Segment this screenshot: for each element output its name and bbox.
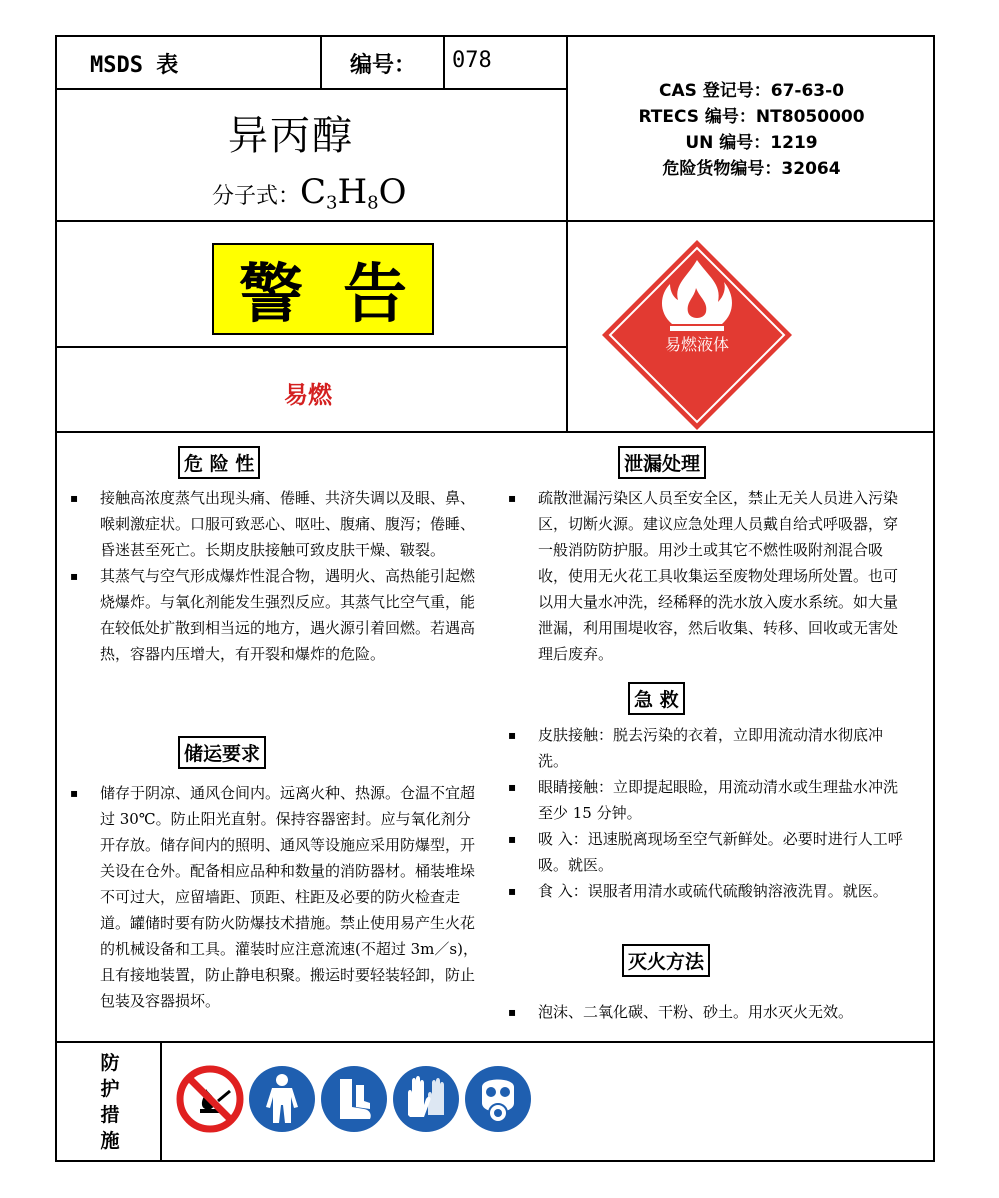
- warning-label: 警告: [239, 257, 447, 332]
- formula-element: H: [337, 172, 368, 212]
- list-item: ▪ 疏散泄漏污染区人员至安全区，禁止无关人员进入污染区，切断火源。建议应急处理人员戴自给式呼吸器，穿一般消防防护服。用沙土或其它不燃性吸附剂混合吸收，使用无火花工具收集运至废物处理场所处置。也可以用大量水冲洗，经稀释的洗水放入废水系统。如大量泄漏，利用围堤收容，然后收集、转移、回收或无害处理后废弃。: [508, 485, 910, 667]
- dangerous-goods-number: 危险货物编号：32064: [662, 159, 841, 179]
- warning-box: [212, 243, 447, 335]
- list-item: ▪ 接触高浓度蒸气出现头痛、倦睡、共济失调以及眼、鼻、喉刺激症状。口服可致恶心、呕吐、腹痛、腹泻；倦睡、昏迷甚至死亡。长期皮肤接触可致皮肤干燥、皲裂。: [70, 485, 480, 563]
- section-title-first-aid: 急 救: [628, 682, 685, 715]
- number-value: 078: [452, 48, 492, 73]
- storage-list: [70, 780, 480, 1014]
- molecular-formula: [212, 172, 406, 213]
- list-item: ▪ 储存于阴凉、通风仓间内。远离火种、热源。仓温不宜超过 30℃。防止阳光直射。保持容器密封。应与氧化剂分开存放。储存间内的照明、通风等设施应采用防爆型，开关设在仓外。配备相应品种和数量的消防器材。桶装堆垛不可过大，应留墙距、顶距、柱距及必要的防火检查走道。罐储时要有防火防爆技术措施。禁止使用易产生火花的机械设备和工具。灌装时应注意流速(不超过 3m／s)，且有接地装置，防止静电积聚。搬运时要轻装轻卸，防止包装及容器损坏。: [70, 780, 480, 1014]
- section-title-storage: 储运要求: [178, 736, 266, 769]
- formula-subscript: 8: [367, 192, 379, 214]
- no-open-flame-icon: [176, 1065, 244, 1133]
- divider: [320, 35, 322, 89]
- list-item: ▪ 眼睛接触：立即提起眼睑，用流动清水或生理盐水冲洗至少 15 分钟。: [508, 774, 910, 826]
- section-title-fire: 灭火方法: [622, 944, 710, 977]
- protective-suit-icon: [248, 1065, 316, 1133]
- formula-label: 分子式：: [212, 184, 301, 209]
- leak-list: [508, 485, 910, 667]
- first-aid-list: [508, 722, 910, 904]
- fire-list: [508, 999, 910, 1025]
- list-item: ▪ 食 入：误服者用清水或硫代硫酸钠溶液洗胃。就医。: [508, 878, 910, 904]
- divider: [443, 35, 445, 89]
- un-number: UN 编号：1219: [685, 133, 818, 153]
- safety-boots-icon: [320, 1065, 388, 1133]
- chemical-name: 异丙醇: [228, 113, 354, 159]
- section-title-leak: 泄漏处理: [618, 446, 706, 479]
- list-item: ▪ 皮肤接触：脱去污染的衣着，立即用流动清水彻底冲洗。: [508, 722, 910, 774]
- diamond-label: 易燃液体: [664, 335, 730, 354]
- formula-element: O: [378, 172, 407, 212]
- list-item: ▪ 吸 入：迅速脱离现场至空气新鲜处。必要时进行人工呼吸。就医。: [508, 826, 910, 878]
- formula-element: C: [300, 172, 327, 212]
- cas-number: CAS 登记号：67-63-0: [658, 81, 845, 101]
- divider: [55, 346, 567, 348]
- msds-label: MSDS 表: [90, 53, 179, 78]
- divider: [160, 1041, 162, 1162]
- number-label: 编号：: [350, 53, 417, 78]
- divider: [55, 1041, 935, 1043]
- identifiers-block: [568, 78, 935, 182]
- rtecs-number: RTECS 编号：NT8050000: [638, 107, 865, 127]
- list-item: ▪ 泡沫、二氧化碳、干粉、砂土。用水灭火无效。: [508, 999, 910, 1025]
- gas-mask-icon: [464, 1065, 532, 1133]
- flammable-liquid-diamond: [600, 238, 794, 432]
- protection-label: 防护措施: [100, 1052, 120, 1152]
- protective-gloves-icon: [392, 1065, 460, 1133]
- divider: [55, 88, 567, 90]
- divider: [55, 220, 935, 222]
- hazard-word: 易燃: [284, 381, 332, 409]
- hazard-list: [70, 485, 480, 667]
- list-item: ▪ 其蒸气与空气形成爆炸性混合物，遇明火、高热能引起燃烧爆炸。与氧化剂能发生强烈反应。其蒸气比空气重，能在较低处扩散到相当远的地方，遇火源引着回燃。若遇高热，容器内压增大，有开裂和爆炸的危险。: [70, 563, 480, 667]
- formula-subscript: 3: [326, 192, 338, 214]
- section-title-hazard: 危 险 性: [178, 446, 260, 479]
- divider: [55, 431, 935, 433]
